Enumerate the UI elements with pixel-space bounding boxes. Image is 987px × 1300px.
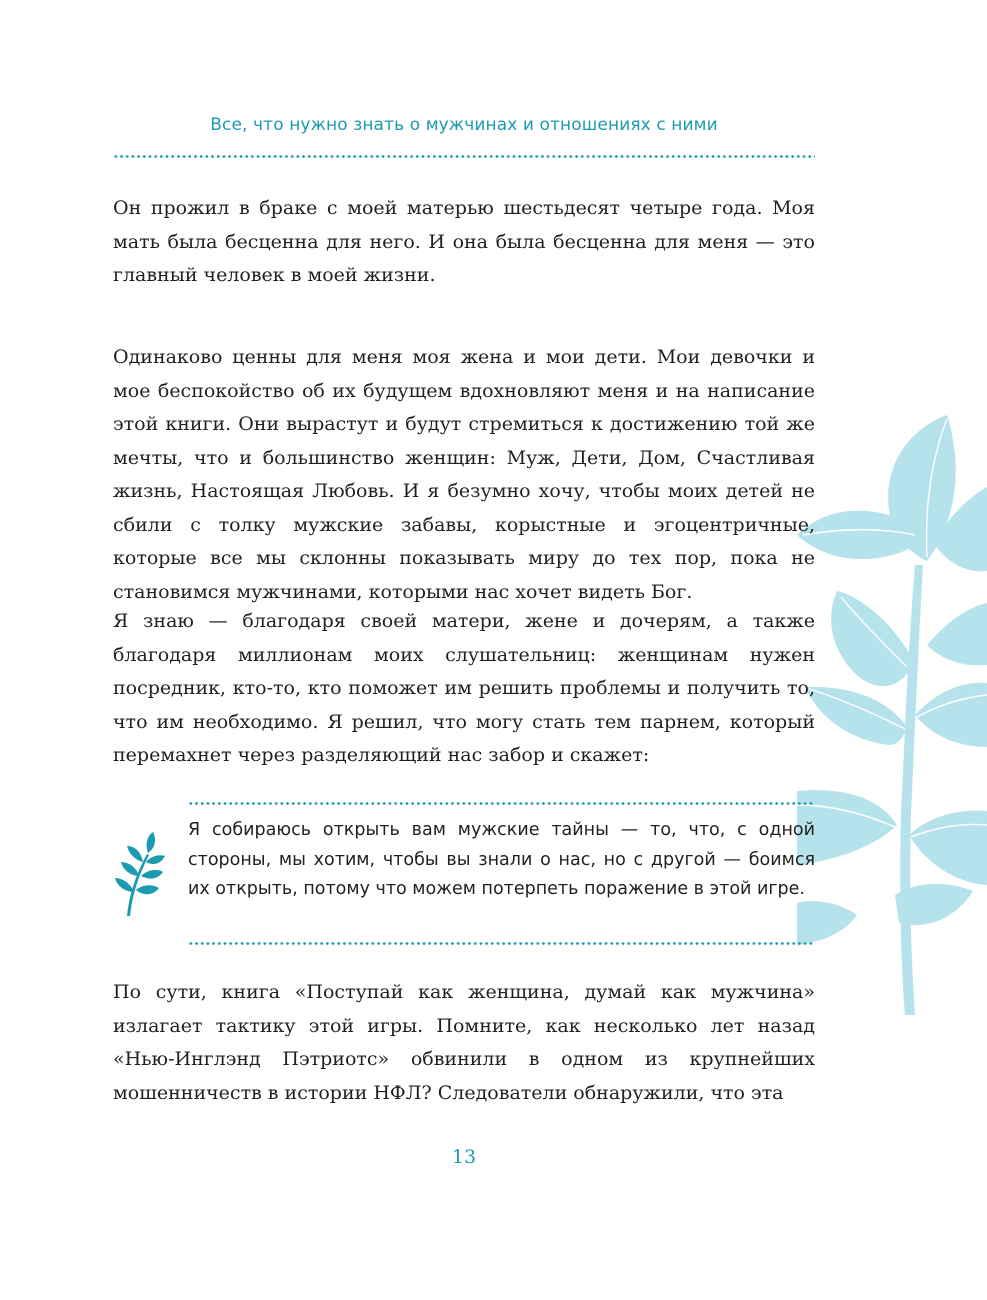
pull-quote: Я собираюсь открыть вам мужские тайны — то, что, с одной стороны, мы хотим, чтобы вы знали о нас, но с другой — боимся их открыть, потому что можем потерпеть поражение в этой игре.	[188, 820, 815, 899]
leaf-sprig-icon	[113, 832, 169, 918]
quote-bottom-divider	[188, 942, 815, 945]
quote-top-divider	[188, 802, 815, 805]
header-dotted-divider	[113, 155, 815, 158]
leaf-branch-decoration	[797, 395, 987, 1015]
page-number: 13	[451, 1146, 477, 1168]
running-title: Все, что нужно знать о мужчинах и отношениях с ними	[210, 115, 718, 135]
body-paragraph: Я знаю — благодаря своей матери, жене и дочерям, а также благодаря миллионам моих слушательниц: женщинам нужен посредник, кто-то, кто поможет им решить проблемы и получить то, что им необходимо. Я решил, что могу стать тем парнем, который перемахнет через разделяющий нас забор и скажет:	[113, 610, 815, 766]
body-paragraph: По сути, книга «Поступай как женщина, думай как мужчина» излагает тактику этой игры. Помните, как несколько лет назад «Нью-Инглэнд Пэтриотс» обвинили в одном из крупнейших мошенничеств в истории НФЛ? Следователи обнаружили, что эта	[113, 981, 815, 1104]
body-paragraph: Он прожил в браке с моей матерью шестьдесят четыре года. Моя мать была бесценна для него. И она была бесценна для меня — это главный человек в моей жизни.	[113, 197, 815, 286]
body-paragraph: Одинаково ценны для меня моя жена и мои дети. Мои девочки и мое беспокойство об их будущем вдохновляют меня и на написание этой книги. Они вырастут и будут стремиться к достижению той же мечты, что и большинство женщин: Муж, Дети, Дом, Счастливая жизнь, Настоящая Любовь. И я безумно хочу, чтобы моих детей не сбили с толку мужские забавы, корыстные и эгоцентричные, которые все мы склонны показывать миру до тех пор, пока не становимся мужчинами, которыми нас хочет видеть Бог.	[113, 346, 815, 603]
